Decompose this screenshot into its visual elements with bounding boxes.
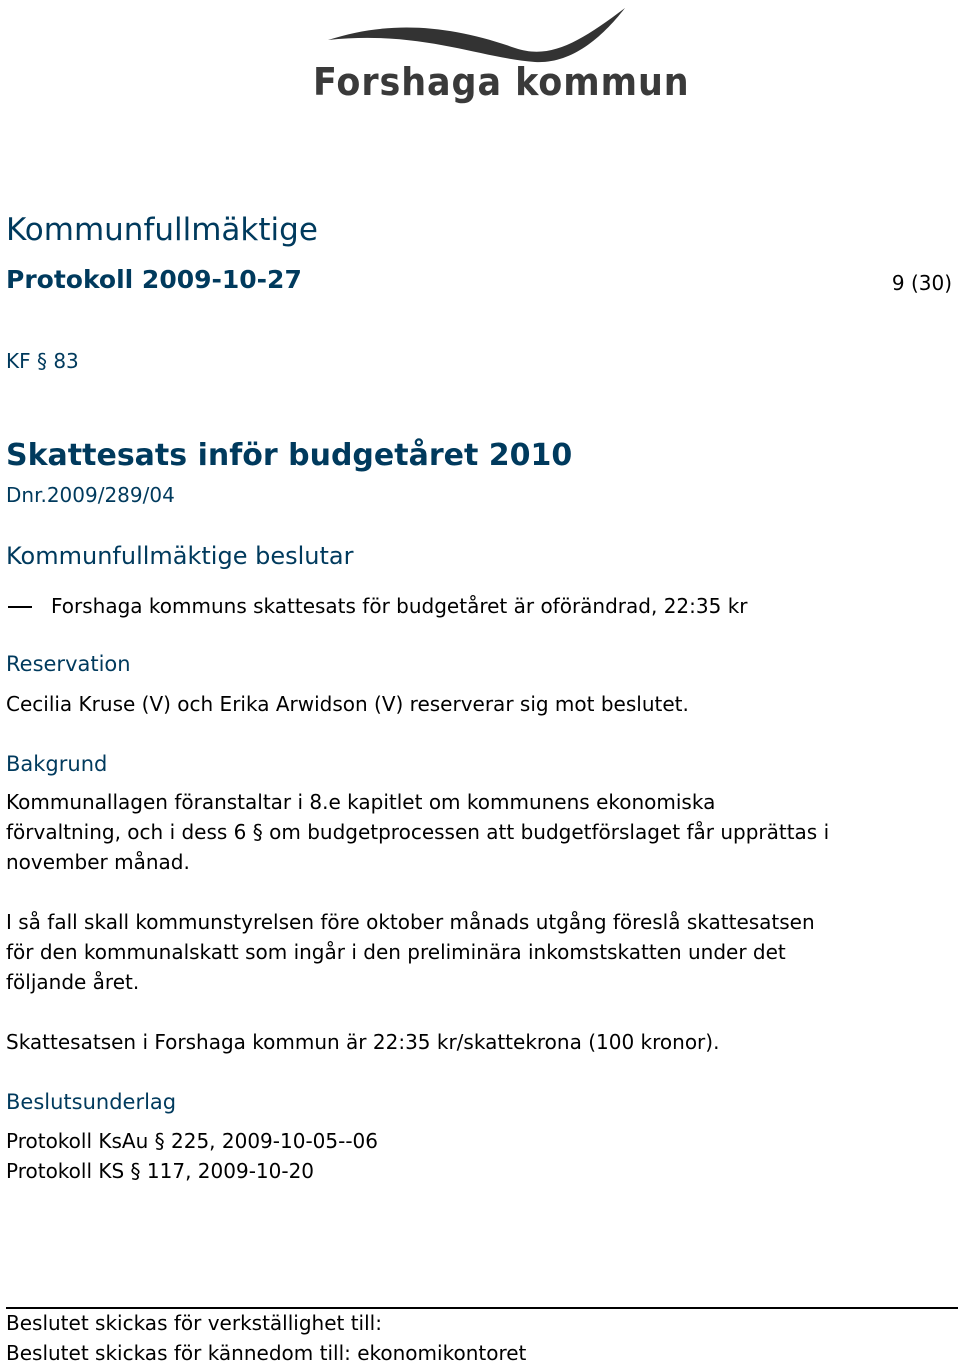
section-title: Skattesats inför budgetåret 2010 xyxy=(6,438,573,473)
background-paragraph-2-line-2: för den kommunalskatt som ingår i den preliminära inkomstskatten under det xyxy=(6,940,786,964)
diary-number: Dnr.2009/289/04 xyxy=(6,483,175,507)
background-paragraph-1-line-2: förvaltning, och i dess 6 § om budgetprocessen att budgetförslaget får upprättas i xyxy=(6,820,830,844)
page-number: 9 (30) xyxy=(891,271,952,295)
basis-item-1: Protokoll KsAu § 225, 2009-10-05--06 xyxy=(6,1129,378,1153)
decision-heading: Kommunfullmäktige beslutar xyxy=(6,542,354,570)
background-heading: Bakgrund xyxy=(6,752,108,776)
footer-divider xyxy=(6,1307,958,1309)
decision-item: Forshaga kommuns skattesats för budgetåret är oförändrad, 22:35 kr xyxy=(51,594,748,618)
document-title: Kommunfullmäktige xyxy=(6,212,318,248)
basis-item-2: Protokoll KS § 117, 2009-10-20 xyxy=(6,1159,315,1183)
background-paragraph-2-line-3: följande året. xyxy=(6,970,140,994)
list-dash xyxy=(8,606,32,608)
background-paragraph-2-line-1: I så fall skall kommunstyrelsen före oktober månads utgång föreslå skattesatsen xyxy=(6,910,815,934)
reservation-heading: Reservation xyxy=(6,652,131,676)
footer-information: Beslutet skickas för kännedom till: ekonomikontoret xyxy=(6,1341,527,1365)
logo-wordmark: Forshaga kommun xyxy=(313,60,690,104)
background-paragraph-1-line-1: Kommunallagen föranstaltar i 8.e kapitlet om kommunens ekonomiska xyxy=(6,790,716,814)
background-paragraph-1-line-3: november månad. xyxy=(6,850,190,874)
paragraph-reference: KF § 83 xyxy=(6,349,79,373)
background-paragraph-3: Skattesatsen i Forshaga kommun är 22:35 kr/skattekrona (100 kronor). xyxy=(6,1030,720,1054)
basis-heading: Beslutsunderlag xyxy=(6,1090,177,1114)
protocol-date: Protokoll 2009-10-27 xyxy=(6,265,302,294)
footer-execution: Beslutet skickas för verkställighet till: xyxy=(6,1311,382,1335)
reservation-text: Cecilia Kruse (V) och Erika Arwidson (V) reserverar sig mot beslutet. xyxy=(6,692,689,716)
